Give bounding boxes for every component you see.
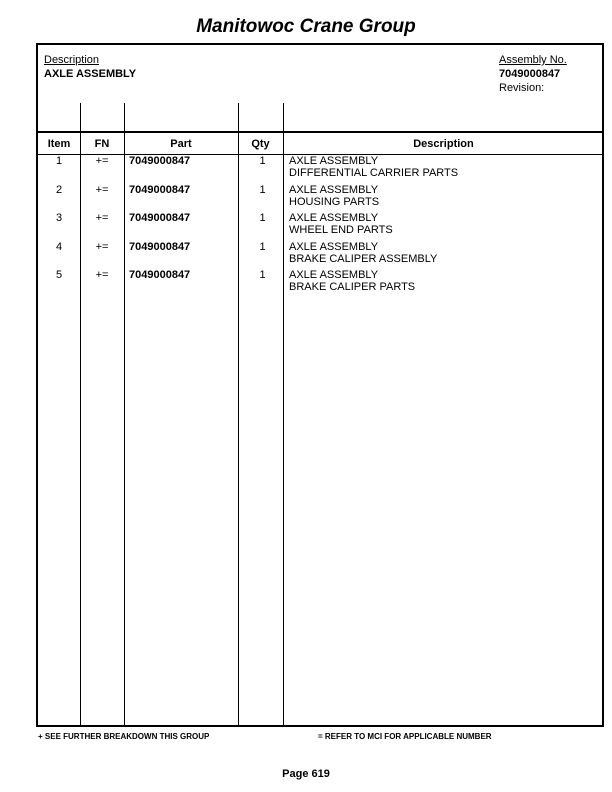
- assembly-number-label: Assembly No.: [499, 54, 567, 66]
- row-item: 5: [55, 269, 63, 281]
- row-part-number: 7049000847: [129, 240, 191, 253]
- row-description-line1: AXLE ASSEMBLY: [289, 269, 379, 281]
- row-description: [289, 184, 379, 208]
- row-description: [289, 241, 437, 265]
- description-label: Description: [44, 54, 100, 66]
- footer-note-mci: = REFER TO MCI FOR APPLICABLE NUMBER: [318, 732, 492, 741]
- revision-label: Revision:: [499, 82, 545, 94]
- row-part-number: 7049000847: [129, 155, 191, 167]
- column-headers: [38, 133, 602, 155]
- document-title: Manitowoc Crane Group: [196, 16, 416, 37]
- column-header-description: Description: [413, 138, 474, 150]
- assembly-number-value: 7049000847: [499, 68, 561, 80]
- column-header-fn: FN: [94, 138, 110, 150]
- row-item: 2: [55, 183, 63, 196]
- row-fn: +=: [95, 183, 109, 196]
- row-item: 3: [55, 212, 63, 224]
- row-item: 1: [55, 155, 63, 167]
- row-qty: 1: [259, 240, 266, 253]
- column-header-qty: Qty: [251, 138, 270, 150]
- row-description-line2: BRAKE CALIPER ASSEMBLY: [289, 252, 438, 265]
- row-description-line1: AXLE ASSEMBLY: [289, 183, 379, 196]
- row-qty: 1: [259, 155, 266, 167]
- table-row: [38, 269, 602, 298]
- table-row: [38, 212, 602, 241]
- row-description: [289, 155, 458, 179]
- row-part-number: 7049000847: [129, 269, 191, 281]
- row-qty: 1: [259, 269, 266, 281]
- row-description-line1: AXLE ASSEMBLY: [289, 155, 379, 167]
- row-qty: 1: [259, 183, 266, 196]
- row-part-number: 7049000847: [129, 183, 191, 196]
- row-item: 4: [55, 240, 63, 253]
- row-fn: +=: [95, 269, 109, 281]
- table-row: [38, 184, 602, 213]
- parts-table-frame: [36, 43, 604, 727]
- row-description-line1: AXLE ASSEMBLY: [289, 212, 379, 224]
- column-header-item: Item: [47, 138, 71, 150]
- row-fn: +=: [95, 240, 109, 253]
- row-description-line2: DIFFERENTIAL CARRIER PARTS: [289, 167, 459, 179]
- row-description: [289, 212, 393, 236]
- row-qty: 1: [259, 212, 266, 224]
- row-description-line2: BRAKE CALIPER PARTS: [289, 281, 416, 293]
- table-row: [38, 155, 602, 184]
- row-description: [289, 269, 415, 293]
- row-fn: +=: [95, 155, 109, 167]
- table-row: [38, 241, 602, 270]
- assembly-header: [38, 45, 602, 133]
- row-description-line2: HOUSING PARTS: [289, 195, 380, 208]
- parts-rows: [38, 155, 602, 298]
- row-fn: +=: [95, 212, 109, 224]
- page-number: Page 619: [282, 768, 330, 780]
- footer-note-breakdown: + SEE FURTHER BREAKDOWN THIS GROUP: [38, 732, 210, 741]
- row-description-line2: WHEEL END PARTS: [289, 224, 393, 236]
- description-value: AXLE ASSEMBLY: [44, 68, 137, 80]
- column-header-part: Part: [170, 138, 192, 150]
- row-description-line1: AXLE ASSEMBLY: [289, 240, 379, 253]
- row-part-number: 7049000847: [129, 212, 191, 224]
